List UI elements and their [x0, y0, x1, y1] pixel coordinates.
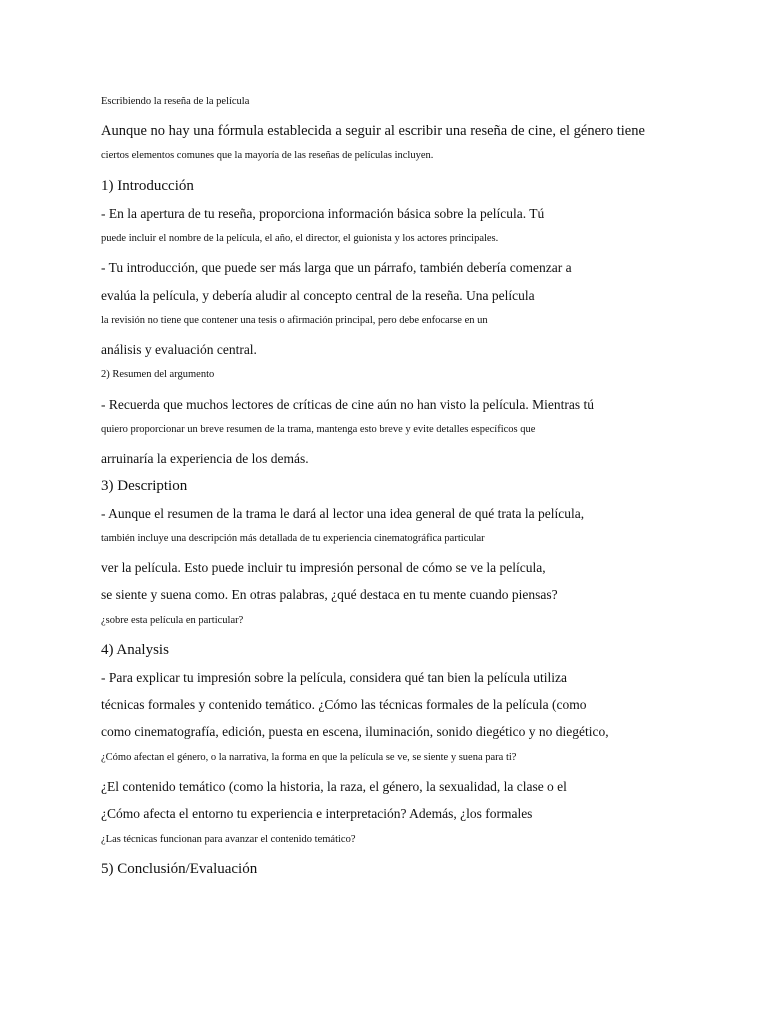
intro-paragraph-line: ciertos elementos comunes que la mayoría de las reseñas de películas incluyen.: [101, 150, 434, 161]
section-heading-description: 3) Description: [101, 478, 188, 494]
body-text-line: arruinaría la experiencia de los demás.: [101, 451, 309, 466]
body-text-line: también incluye una descripción más detallada de tu experiencia cinematográfica particular: [101, 533, 485, 544]
section-heading-resumen: 2) Resumen del argumento: [101, 369, 215, 380]
body-text-line: ¿El contenido temático (como la historia, la raza, el género, la sexualidad, la clase o el: [101, 779, 567, 794]
body-text-line: análisis y evaluación central.: [101, 342, 257, 357]
body-text-line: ¿sobre esta película en particular?: [101, 615, 244, 626]
section-heading-conclusion: 5) Conclusión/Evaluación: [101, 861, 258, 877]
body-text-line: ver la película. Esto puede incluir tu impresión personal de cómo se ve la película,: [101, 560, 546, 575]
document-title: Escribiendo la reseña de la película: [101, 96, 250, 107]
body-text-line: técnicas formales y contenido temático. ¿Cómo las técnicas formales de la película (como: [101, 697, 587, 712]
body-text-line: como cinematografía, edición, puesta en escena, iluminación, sonido diegético y no diegético,: [101, 724, 609, 739]
body-text-line: ¿Cómo afectan el género, o la narrativa, la forma en que la película se ve, se siente y suena para ti?: [101, 752, 517, 763]
body-text-line: - Para explicar tu impresión sobre la película, considera qué tan bien la película utiliza: [101, 670, 567, 685]
body-text-line: - Tu introducción, que puede ser más larga que un párrafo, también debería comenzar a: [101, 260, 572, 275]
body-text-line: ¿Las técnicas funcionan para avanzar el contenido temático?: [101, 834, 356, 845]
body-text-line: ¿Cómo afecta el entorno tu experiencia e interpretación? Además, ¿los formales: [101, 806, 533, 821]
intro-paragraph-line: Aunque no hay una fórmula establecida a seguir al escribir una reseña de cine, el género tiene: [101, 123, 645, 139]
body-text-line: - Aunque el resumen de la trama le dará al lector una idea general de qué trata la película,: [101, 506, 585, 521]
body-text-line: - En la apertura de tu reseña, proporciona información básica sobre la película. Tú: [101, 206, 545, 221]
body-text-line: evalúa la película, y debería aludir al concepto central de la reseña. Una película: [101, 288, 535, 303]
body-text-line: quiero proporcionar un breve resumen de la trama, mantenga esto breve y evite detalles específicos que: [101, 424, 536, 435]
section-heading-analysis: 4) Analysis: [101, 642, 169, 658]
body-text-line: - Recuerda que muchos lectores de críticas de cine aún no han visto la película. Mientras tú: [101, 397, 594, 412]
body-text-line: se siente y suena como. En otras palabras, ¿qué destaca en tu mente cuando piensas?: [101, 587, 558, 602]
section-heading-introduccion: 1) Introducción: [101, 178, 194, 194]
body-text-line: puede incluir el nombre de la película, el año, el director, el guionista y los actores principales.: [101, 233, 499, 244]
body-text-line: la revisión no tiene que contener una tesis o afirmación principal, pero debe enfocarse en un: [101, 315, 488, 326]
